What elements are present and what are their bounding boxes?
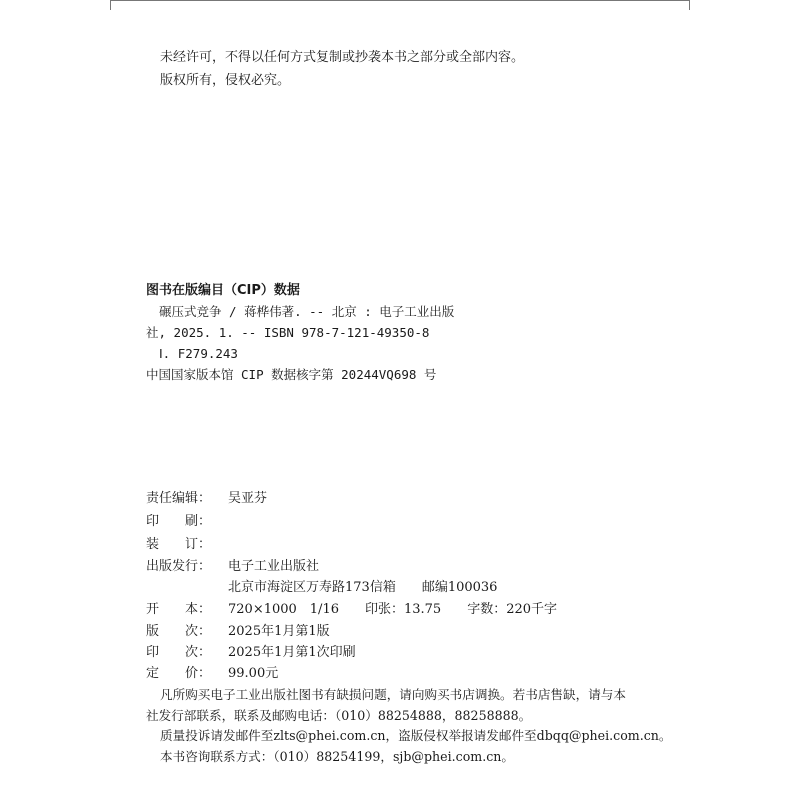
format-value: 720×1000 1/16 印张：13.75 字数：220千字 [228, 602, 558, 617]
price-value: 99.00元 [228, 666, 279, 681]
notice-line-3: 质量投诉请发邮件至zlts@phei.com.cn，盗版侵权举报请发邮件至dbqq@phei.com.cn。 [160, 728, 672, 743]
printing-label: 印 刷： [146, 514, 212, 529]
impression-label: 印 次： [146, 645, 212, 660]
cip-line-2: 社, 2025. 1. -- ISBN 978-7-121-49350-8 [146, 325, 430, 340]
cip-line-4: 中国国家版本馆 CIP 数据核字第 20244VQ698 号 [146, 367, 437, 382]
edition-value: 2025年1月第1版 [228, 624, 330, 639]
copyright-line-1: 未经许可，不得以任何方式复制或抄袭本书之部分或全部内容。 [160, 50, 525, 65]
copyright-line-2: 版权所有，侵权必究。 [160, 73, 291, 88]
publisher-address: 北京市海淀区万寿路173信箱 邮编100036 [228, 580, 498, 595]
binding-label: 装 订： [146, 537, 212, 552]
notice-line-4: 本书咨询联系方式：（010）88254199，sjb@phei.com.cn。 [160, 749, 514, 764]
page-left-edge-mark [110, 0, 111, 10]
price-row [146, 666, 278, 682]
printing-row [146, 514, 228, 530]
impression-row [146, 645, 356, 661]
cip-line-3: Ⅰ. F279.243 [159, 346, 238, 361]
format-row [146, 602, 557, 618]
notice-line-2: 社发行部联系，联系及邮购电话：（010）88254888，88258888。 [146, 708, 532, 723]
cip-line-1: 碾压式竞争 / 蒋桦伟著. -- 北京 : 电子工业出版 [159, 304, 455, 319]
editor-value: 吴亚芬 [228, 491, 268, 506]
edition-row [146, 624, 330, 640]
publisher-row [146, 559, 319, 575]
impression-value: 2025年1月第1次印刷 [228, 645, 356, 660]
page-top-border [110, 0, 690, 1]
binding-row [146, 537, 228, 553]
publisher-value: 电子工业出版社 [228, 559, 320, 574]
address-row [146, 580, 497, 596]
editor-row [146, 491, 267, 507]
notice-line-1: 凡所购买电子工业出版社图书有缺损问题，请向购买书店调换。若书店售缺，请与本 [160, 687, 626, 702]
edition-label: 版 次： [146, 624, 212, 639]
cip-heading: 图书在版编目（CIP）数据 [146, 283, 300, 298]
price-label: 定 价： [146, 666, 212, 681]
format-label: 开 本： [146, 602, 212, 617]
page-right-edge-mark [689, 0, 690, 10]
editor-label: 责任编辑： [146, 491, 212, 506]
publisher-label: 出版发行： [146, 559, 212, 574]
